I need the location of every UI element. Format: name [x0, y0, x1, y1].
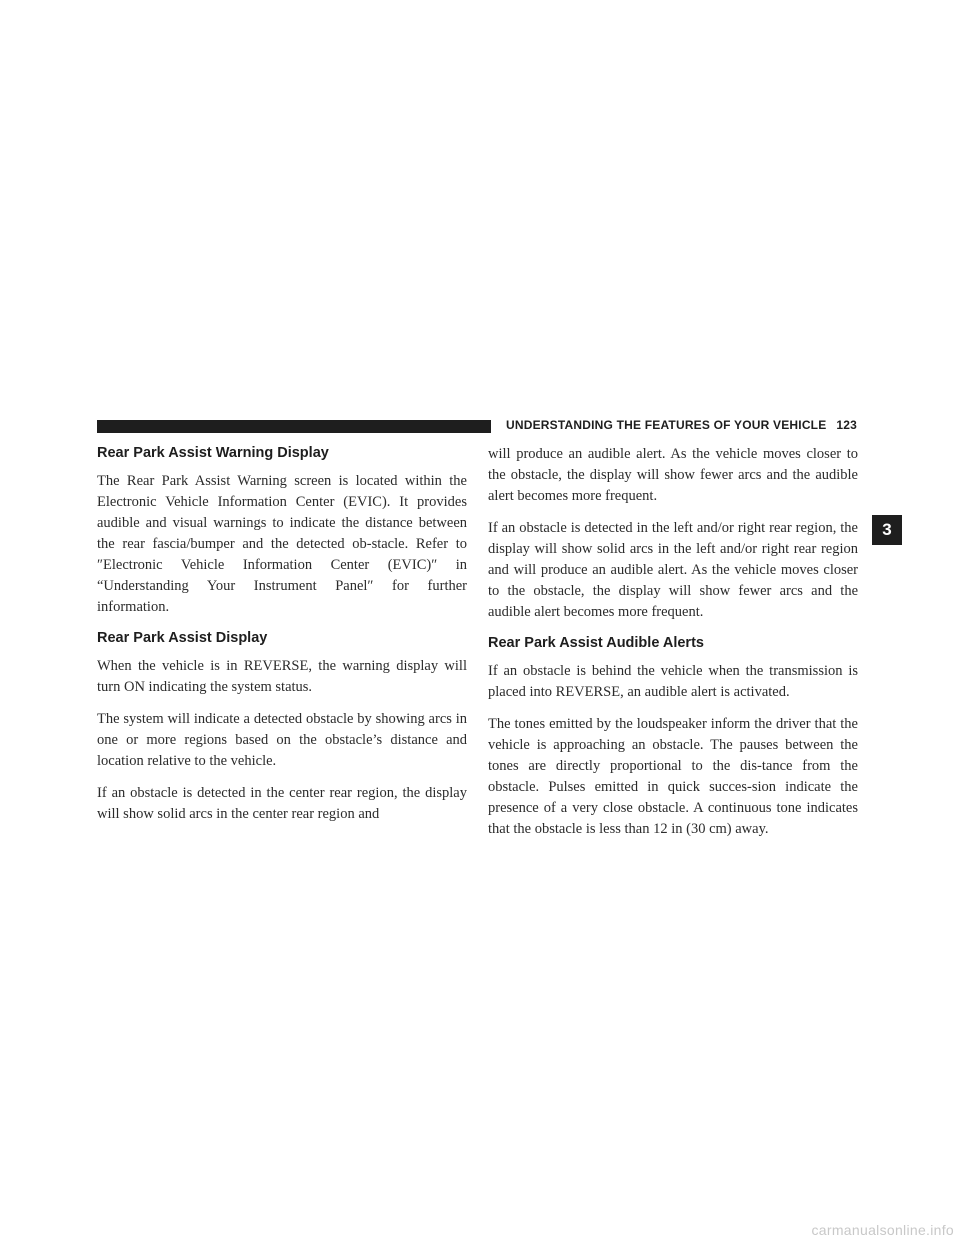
header-rule: [97, 420, 491, 433]
section-title: UNDERSTANDING THE FEATURES OF YOUR VEHICLE: [506, 418, 827, 432]
watermark: carmanualsonline.info: [811, 1222, 954, 1238]
paragraph: If an obstacle is detected in the center rear region, the display will show solid arcs in the center rear region and: [97, 785, 467, 822]
page-number: 123: [836, 418, 858, 432]
paragraph: If an obstacle is detected in the left and/or right rear region, the display will show solid arcs in the left and/or right rear region and will produce an audible alert. As the vehicle moves closer to the obstacle, the display will show fewer arcs and the audible alert becomes more frequent.: [488, 520, 858, 620]
running-header: [506, 418, 866, 432]
paragraph: When the vehicle is in REVERSE, the warning display will turn ON indicating the system status.: [97, 658, 467, 695]
paragraph: The tones emitted by the loudspeaker inform the driver that the vehicle is approaching an obstacle. The pauses between the tones are directly proportional to the dis-tance from the obstacle. Pulses emitted in quick succes-sion indicate the presence of a very close obstacle. A continuous tone indicates that the obstacle is less than 12 in (30 cm) away.: [488, 716, 858, 837]
paragraph: The Rear Park Assist Warning screen is located within the Electronic Vehicle Information Center (EVIC). It provides audible and visual warnings to indicate the distance between the rear fascia/bumper and the detected ob-stacle. Refer to ″Electronic Vehicle Information Center (EVIC)″ in “Understanding Your Instrument Panel″ for further information.: [97, 473, 467, 615]
paragraph: The system will indicate a detected obstacle by showing arcs in one or more regions based on the obstacle’s distance and location relative to the vehicle.: [97, 711, 467, 769]
paragraph: will produce an audible alert. As the vehicle moves closer to the obstacle, the display will show fewer arcs and the audible alert becomes more frequent.: [488, 446, 858, 504]
chapter-tab: 3: [872, 515, 902, 545]
left-column: [97, 444, 467, 836]
heading-park-assist-display: Rear Park Assist Display: [97, 630, 268, 646]
heading-audible-alerts: Rear Park Assist Audible Alerts: [488, 635, 704, 651]
right-column: [488, 444, 858, 851]
heading-warning-display: Rear Park Assist Warning Display: [97, 445, 329, 461]
paragraph: If an obstacle is behind the vehicle when the transmission is placed into REVERSE, an audible alert is activated.: [488, 663, 858, 700]
